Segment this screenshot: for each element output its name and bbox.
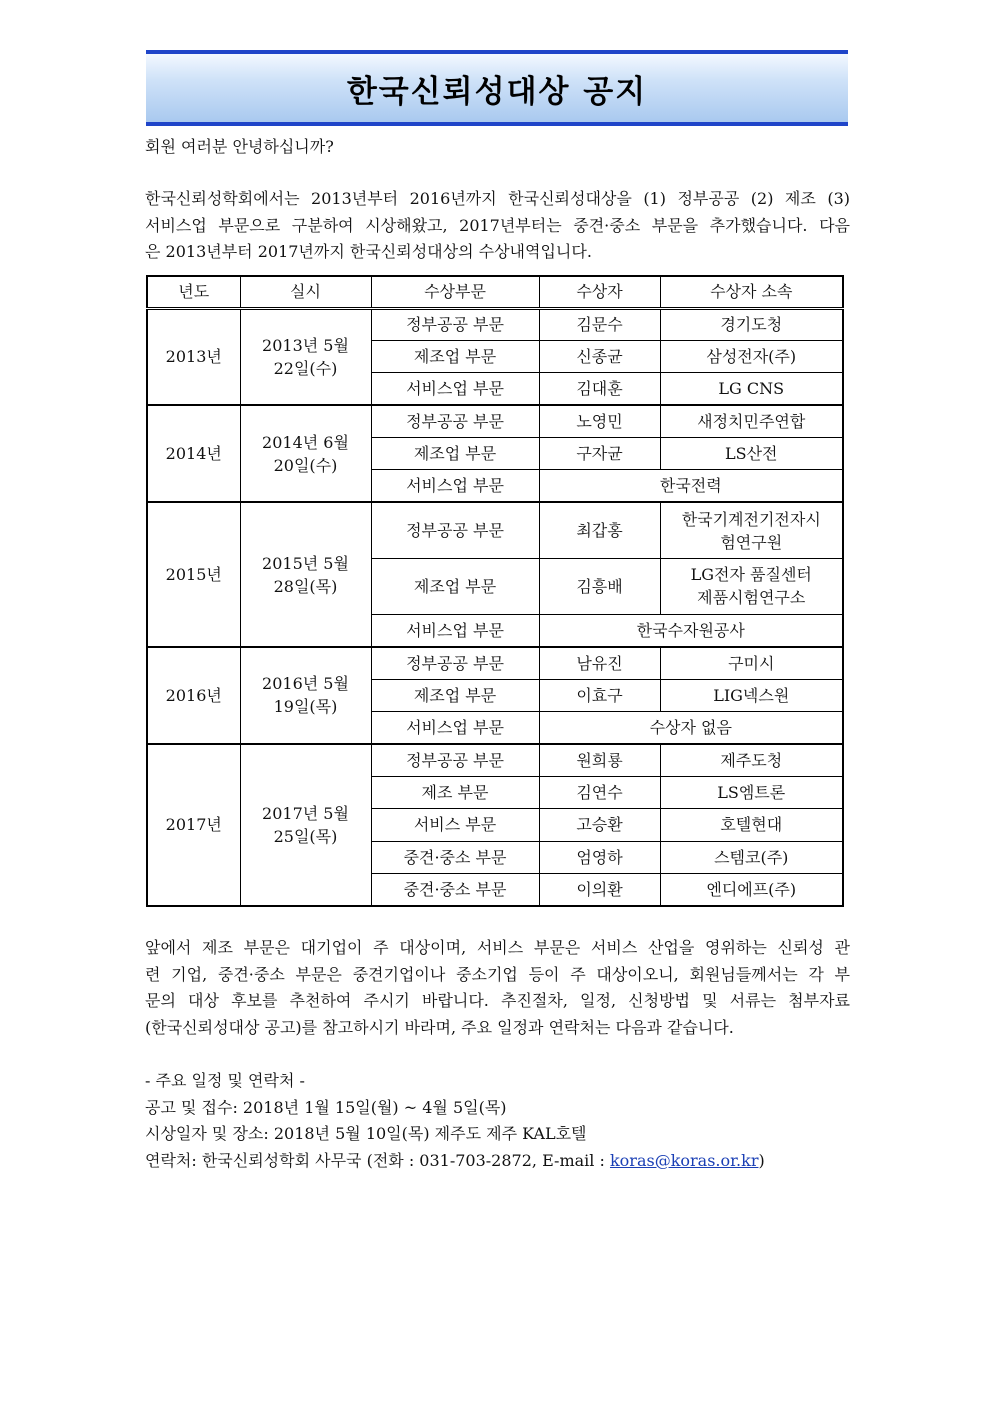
header-year: 년도 [147,276,240,308]
winner-cell: 김흥배 [539,558,660,614]
notice-period: 공고 및 접수: 2018년 1월 15일(월) ~ 4월 5일(목) [145,1097,507,1117]
contact-info [145,1148,850,1175]
guidance-line: (한국신뢰성대상 공고)를 참고하시기 바라며, 주요 일정과 연락처는 다음과 같습니다. [145,1017,734,1037]
table-row [147,744,843,776]
winner-cell: 김대훈 [539,373,660,405]
year-cell: 2016년 [147,647,240,744]
schedule-section [145,1068,850,1174]
winner-cell: 원희룡 [539,744,660,776]
table-row [147,308,843,340]
category-cell: 제조업 부문 [371,558,539,614]
awards-table [146,275,844,907]
category-cell: 정부공공 부문 [371,308,539,340]
affiliation-cell: LS산전 [660,438,843,470]
category-cell: 서비스업 부문 [371,373,539,405]
winner-cell: 이효구 [539,679,660,711]
table-row [147,502,843,558]
affiliation-cell: LG전자 품질센터 제품시험연구소 [660,558,843,614]
category-cell: 중견·중소 부문 [371,873,539,905]
guidance-line: 련 기업, 중견·중소 부문은 중견기업이나 중소기업 등이 주 대상이오니, 회원님들께서는 각 부 [145,964,850,984]
affiliation-cell: 제주도청 [660,744,843,776]
year-group-2015 [147,502,843,646]
year-group-2014 [147,405,843,502]
category-cell: 제조 부문 [371,776,539,808]
category-cell: 서비스업 부문 [371,614,539,646]
intro-line: 한국신뢰성학회에서는 2013년부터 2016년까지 한국신뢰성대상을 (1) 정부공공 (2) 제조 (3) [145,189,850,208]
affiliation-cell: LIG넥스원 [660,679,843,711]
email-link[interactable]: koras@koras.or.kr [609,1150,759,1170]
category-cell: 정부공공 부문 [371,405,539,437]
year-group-2017 [147,744,843,906]
category-cell: 서비스 부문 [371,809,539,841]
affiliation-cell: LG CNS [660,373,843,405]
affiliation-cell: 엔디에프(주) [660,873,843,905]
date-cell: 2017년 5월 25일(목) [240,744,371,906]
winner-cell: 김문수 [539,308,660,340]
winner-cell: 노영민 [539,405,660,437]
intro-line: 서비스업 부문으로 구분하여 시상해왔고, 2017년부터는 중견·중소 부문을 추가했습니다. 다음 [145,215,850,235]
date-cell: 2015년 5월 28일(목) [240,502,371,646]
table-row [147,647,843,679]
category-cell: 서비스업 부문 [371,470,539,502]
year-cell: 2013년 [147,308,240,405]
winner-cell: 최갑홍 [539,502,660,558]
category-cell: 제조업 부문 [371,340,539,372]
affiliation-cell: 구미시 [660,647,843,679]
winner-cell: 신종균 [539,340,660,372]
greeting-text: 회원 여러분 안녕하십니까? [145,137,334,156]
affiliation-cell: 경기도청 [660,308,843,340]
category-cell: 제조업 부문 [371,679,539,711]
header-affiliation: 수상자 소속 [660,276,843,308]
table-row [147,405,843,437]
year-cell: 2014년 [147,405,240,502]
date-cell: 2016년 5월 19일(목) [240,647,371,744]
category-cell: 정부공공 부문 [371,744,539,776]
affiliation-cell: 삼성전자(주) [660,340,843,372]
winner-cell: 엄영하 [539,841,660,873]
affiliation-cell: 스템코(주) [660,841,843,873]
year-group-2016 [147,647,843,744]
date-cell: 2014년 6월 20일(수) [240,405,371,502]
page-title: 한국신뢰성대상 공지 [346,73,648,110]
table-header-row [147,276,843,308]
category-cell: 정부공공 부문 [371,502,539,558]
header-category: 수상부문 [371,276,539,308]
year-group-2013 [147,308,843,405]
category-cell: 정부공공 부문 [371,647,539,679]
contact-prefix: 연락처: 한국신뢰성학회 사무국 (전화 : 031-703-2872, E-mail : [145,1150,610,1170]
affiliation-cell: LS엠트론 [660,776,843,808]
winner-cell: 남유진 [539,647,660,679]
year-cell: 2015년 [147,502,240,646]
category-cell: 서비스업 부문 [371,712,539,744]
category-cell: 제조업 부문 [371,438,539,470]
affiliation-cell: 새정치민주연합 [660,405,843,437]
schedule-heading: - 주요 일정 및 연락처 - [145,1071,305,1090]
category-cell: 중견·중소 부문 [371,841,539,873]
merged-winner-cell: 한국전력 [539,470,843,502]
header-winner: 수상자 [539,276,660,308]
ceremony-info: 시상일자 및 장소: 2018년 5월 10일(목) 제주도 제주 KAL호텔 [145,1124,587,1143]
affiliation-cell: 한국기계전기전자시 험연구원 [660,502,843,558]
guidance-line: 앞에서 제조 부문은 대기업이 주 대상이며, 서비스 부문은 서비스 산업을 영위하는 신뢰성 관 [145,938,850,957]
guidance-paragraph [145,935,850,1041]
guidance-line: 문의 대상 후보를 추천하여 주시기 바랍니다. 추진절차, 일정, 신청방법 및 서류는 첨부자료 [145,991,850,1010]
winner-cell: 김연수 [539,776,660,808]
header-date: 실시 [240,276,371,308]
merged-winner-cell: 수상자 없음 [539,712,843,744]
intro-paragraph [145,186,850,266]
title-banner [146,50,848,126]
winner-cell: 구자균 [539,438,660,470]
affiliation-cell: 호텔현대 [660,809,843,841]
winner-cell: 이의환 [539,873,660,905]
winner-cell: 고승환 [539,809,660,841]
contact-suffix: ) [758,1150,765,1170]
year-cell: 2017년 [147,744,240,906]
merged-winner-cell: 한국수자원공사 [539,614,843,646]
date-cell: 2013년 5월 22일(수) [240,308,371,405]
intro-line: 은 2013년부터 2017년까지 한국신뢰성대상의 수상내역입니다. [145,242,592,261]
